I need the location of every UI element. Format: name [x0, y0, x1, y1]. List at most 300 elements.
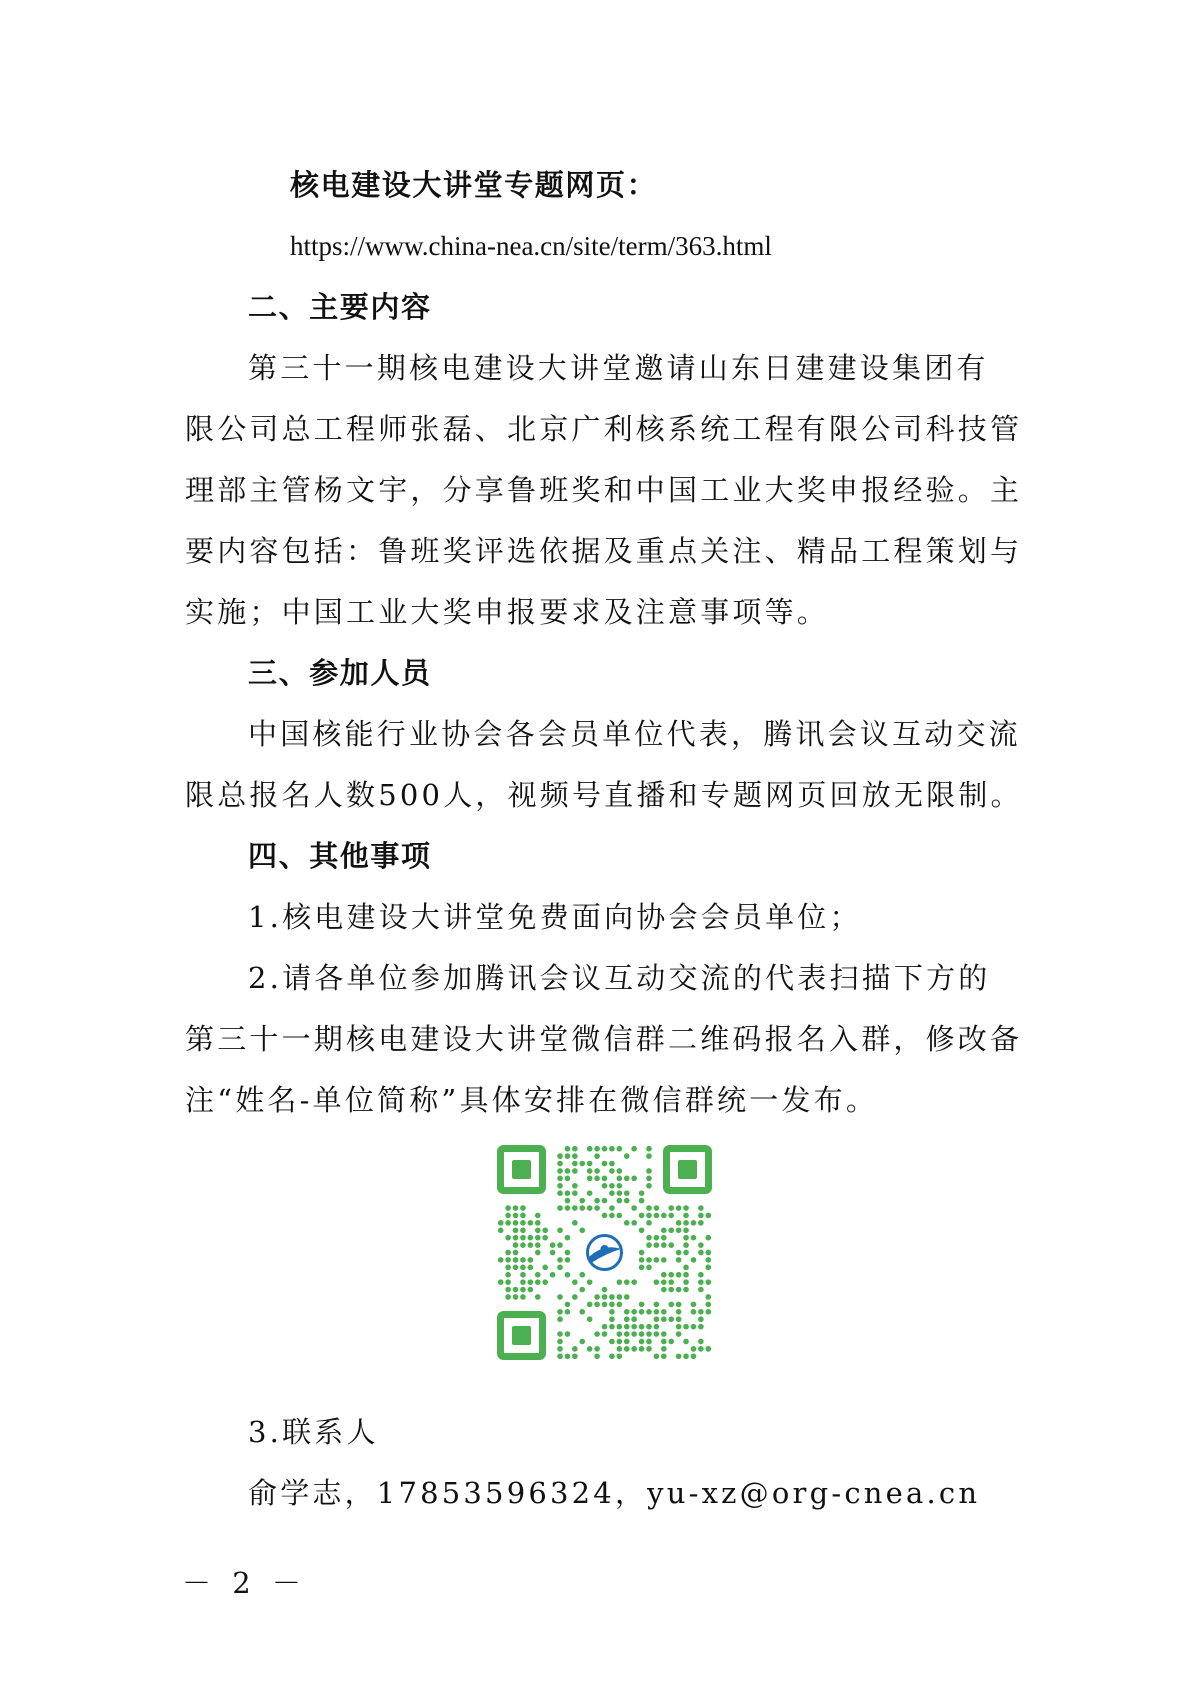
qr-module: [609, 1161, 615, 1167]
qr-module: [565, 1198, 571, 1204]
qr-module: [683, 1213, 689, 1219]
topic-page-url[interactable]: https://www.china-nea.cn/site/term/363.html: [290, 231, 772, 261]
qr-module: [609, 1205, 615, 1211]
qr-module: [609, 1339, 615, 1345]
qr-module: [609, 1213, 615, 1219]
qr-module: [705, 1294, 711, 1300]
qr-module: [594, 1146, 600, 1152]
qr-module: [565, 1302, 571, 1308]
qr-module: [572, 1161, 578, 1167]
qr-module: [520, 1205, 526, 1211]
qr-module: [513, 1257, 519, 1263]
qr-module: [557, 1346, 563, 1352]
qr-module: [631, 1220, 637, 1226]
qr-module: [691, 1257, 697, 1263]
qr-module: [661, 1279, 667, 1285]
qr-module: [661, 1227, 667, 1233]
qr-module: [520, 1279, 526, 1285]
qr-module: [587, 1279, 593, 1285]
qr-module: [624, 1346, 630, 1352]
page-number: － 2 －: [182, 1566, 307, 1600]
qr-module: [676, 1272, 682, 1278]
qr-module: [624, 1279, 630, 1285]
qr-module: [698, 1213, 704, 1219]
qr-module: [691, 1324, 697, 1330]
qr-module: [505, 1272, 511, 1278]
qr-module: [661, 1309, 667, 1315]
qr-module: [639, 1324, 645, 1330]
qr-module: [624, 1190, 630, 1196]
qr-module: [639, 1346, 645, 1352]
qr-module: [520, 1294, 526, 1300]
qr-module: [609, 1190, 615, 1196]
qr-module: [535, 1227, 541, 1233]
qr-module: [668, 1213, 674, 1219]
qr-module: [528, 1242, 534, 1248]
qr-module: [698, 1346, 704, 1352]
qr-module: [654, 1316, 660, 1322]
qr-module: [602, 1302, 608, 1308]
qr-module: [587, 1176, 593, 1182]
qr-module: [513, 1205, 519, 1211]
qr-module: [542, 1227, 548, 1233]
qr-module: [565, 1205, 571, 1211]
qr-module: [683, 1287, 689, 1293]
qr-module: [668, 1227, 674, 1233]
section4-item-2-line-3: 注“姓名-单位简称”具体安排在微信群统一发布。: [185, 1083, 879, 1117]
qr-module: [520, 1287, 526, 1293]
qr-module: [609, 1316, 615, 1322]
qr-module: [602, 1287, 608, 1293]
qr-module: [698, 1324, 704, 1330]
section2-line-5: 实施；中国工业大奖申报要求及注意事项等。: [185, 595, 830, 629]
qr-module: [565, 1309, 571, 1315]
qr-module: [565, 1272, 571, 1278]
qr-module: [617, 1198, 623, 1204]
qr-module: [639, 1309, 645, 1315]
qr-module: [602, 1146, 608, 1152]
qr-module: [609, 1309, 615, 1315]
qr-module: [624, 1316, 630, 1322]
qr-module: [594, 1168, 600, 1174]
qr-module: [646, 1183, 652, 1189]
qr-module: [505, 1265, 511, 1271]
qr-module: [587, 1205, 593, 1211]
qr-module: [691, 1346, 697, 1352]
qr-module: [513, 1265, 519, 1271]
qr-module: [668, 1339, 674, 1345]
qr-module: [535, 1242, 541, 1248]
qr-module: [691, 1353, 697, 1359]
section2-heading: 二、主要内容: [248, 290, 432, 324]
qr-module: [505, 1294, 511, 1300]
qr-module: [594, 1331, 600, 1337]
qr-module: [705, 1346, 711, 1352]
qr-module: [594, 1198, 600, 1204]
qr-module: [557, 1227, 563, 1233]
qr-module: [639, 1331, 645, 1337]
qr-module: [565, 1176, 571, 1182]
qr-module: [617, 1190, 623, 1196]
qr-module: [705, 1235, 711, 1241]
section3-heading: 三、参加人员: [248, 656, 432, 690]
qr-module: [557, 1168, 563, 1174]
qr-module: [639, 1265, 645, 1271]
qr-module: [572, 1205, 578, 1211]
qr-module: [691, 1235, 697, 1241]
qr-module: [557, 1161, 563, 1167]
qr-module: [646, 1309, 652, 1315]
qr-module: [535, 1220, 541, 1226]
qr-module: [683, 1235, 689, 1241]
qr-module: [654, 1242, 660, 1248]
qr-module: [609, 1146, 615, 1152]
qr-module: [676, 1324, 682, 1330]
qr-module: [602, 1331, 608, 1337]
qr-module: [617, 1294, 623, 1300]
qr-module: [654, 1279, 660, 1285]
qr-module: [602, 1176, 608, 1182]
qr-module: [698, 1287, 704, 1293]
qr-module: [705, 1309, 711, 1315]
qr-module: [513, 1235, 519, 1241]
qr-module: [661, 1272, 667, 1278]
section4-item-1: 1.核电建设大讲堂免费面向协会会员单位；: [248, 900, 862, 934]
qr-module: [639, 1213, 645, 1219]
qr-module: [609, 1302, 615, 1308]
wechat-group-qr-code-icon: [497, 1145, 712, 1360]
qr-module: [579, 1205, 585, 1211]
qr-module: [617, 1331, 623, 1337]
qr-module: [572, 1183, 578, 1189]
qr-module: [639, 1257, 645, 1263]
qr-module: [594, 1176, 600, 1182]
section2-line-3: 理部主管杨文宇，分享鲁班奖和中国工业大奖申报经验。主: [185, 473, 1023, 507]
qr-module: [513, 1220, 519, 1226]
qr-module: [624, 1339, 630, 1345]
qr-module: [579, 1339, 585, 1345]
qr-module: [587, 1302, 593, 1308]
section4-heading: 四、其他事项: [248, 839, 432, 873]
qr-module: [683, 1339, 689, 1345]
qr-module: [683, 1265, 689, 1271]
qr-module: [646, 1324, 652, 1330]
qr-module: [528, 1279, 534, 1285]
qr-module: [579, 1198, 585, 1204]
qr-module: [654, 1213, 660, 1219]
qr-module: [646, 1168, 652, 1174]
section2-line-4: 要内容包括：鲁班奖评选依据及重点关注、精品工程策划与: [185, 534, 1023, 568]
qr-module: [624, 1198, 630, 1204]
qr-module: [609, 1168, 615, 1174]
qr-module: [624, 1220, 630, 1226]
qr-module: [676, 1309, 682, 1315]
qr-module: [505, 1235, 511, 1241]
qr-module: [631, 1331, 637, 1337]
qr-module: [705, 1279, 711, 1285]
qr-module: [683, 1220, 689, 1226]
qr-module: [594, 1205, 600, 1211]
qr-module: [654, 1324, 660, 1330]
qr-module: [520, 1220, 526, 1226]
qr-module: [602, 1294, 608, 1300]
qr-module: [668, 1205, 674, 1211]
qr-module: [565, 1353, 571, 1359]
qr-module: [624, 1309, 630, 1315]
qr-module: [698, 1309, 704, 1315]
qr-module: [594, 1153, 600, 1159]
qr-module: [535, 1294, 541, 1300]
qr-module: [542, 1265, 548, 1271]
section2-line-2: 限公司总工程师张磊、北京广利核系统工程有限公司科技管: [185, 412, 1023, 446]
qr-module: [631, 1316, 637, 1322]
section2-line-1: 第三十一期核电建设大讲堂邀请山东日建建设集团有: [248, 351, 989, 385]
qr-module: [639, 1227, 645, 1233]
qr-module: [676, 1220, 682, 1226]
qr-module: [676, 1257, 682, 1263]
section4-item-2-line-2: 第三十一期核电建设大讲堂微信群二维码报名入群，修改备: [185, 1022, 1023, 1056]
qr-module: [557, 1339, 563, 1345]
qr-module: [602, 1161, 608, 1167]
qr-module: [528, 1257, 534, 1263]
qr-module: [513, 1250, 519, 1256]
qr-module: [557, 1176, 563, 1182]
qr-module: [646, 1146, 652, 1152]
qr-module: [698, 1205, 704, 1211]
qr-module: [668, 1272, 674, 1278]
qr-module: [505, 1213, 511, 1219]
qr-module: [698, 1339, 704, 1345]
qr-module: [646, 1220, 652, 1226]
qr-module: [698, 1220, 704, 1226]
qr-module: [609, 1324, 615, 1330]
qr-module: [705, 1257, 711, 1263]
qr-module: [646, 1205, 652, 1211]
qr-module: [535, 1272, 541, 1278]
qr-module: [557, 1190, 563, 1196]
qr-module: [646, 1242, 652, 1248]
qr-module: [498, 1227, 504, 1233]
qr-module: [602, 1213, 608, 1219]
qr-module: [557, 1205, 563, 1211]
qr-module: [572, 1220, 578, 1226]
qr-module: [550, 1272, 556, 1278]
qr-module: [587, 1190, 593, 1196]
qr-module: [646, 1265, 652, 1271]
qr-module: [661, 1257, 667, 1263]
qr-module: [587, 1346, 593, 1352]
qr-module: [631, 1324, 637, 1330]
qr-module: [557, 1294, 563, 1300]
qr-module: [639, 1302, 645, 1308]
qr-module: [639, 1198, 645, 1204]
qr-module: [565, 1153, 571, 1159]
qr-module: [565, 1146, 571, 1152]
qr-module: [579, 1272, 585, 1278]
qr-module: [661, 1353, 667, 1359]
qr-module: [654, 1257, 660, 1263]
qr-module: [646, 1339, 652, 1345]
qr-module: [624, 1324, 630, 1330]
qr-module: [617, 1176, 623, 1182]
qr-module: [676, 1331, 682, 1337]
qr-module: [631, 1205, 637, 1211]
section3-line-2: 限总报名人数500人，视频号直播和专题网页回放无限制。: [185, 778, 1023, 812]
qr-module: [602, 1183, 608, 1189]
qr-module: [683, 1250, 689, 1256]
qr-module: [572, 1190, 578, 1196]
qr-module: [654, 1205, 660, 1211]
qr-module: [646, 1346, 652, 1352]
qr-module: [691, 1302, 697, 1308]
qr-module: [654, 1235, 660, 1241]
qr-module: [557, 1316, 563, 1322]
qr-module: [513, 1287, 519, 1293]
qr-module: [617, 1183, 623, 1189]
qr-module: [557, 1242, 563, 1248]
qr-module: [698, 1242, 704, 1248]
qr-module: [654, 1302, 660, 1308]
qr-module: [557, 1183, 563, 1189]
qr-module: [587, 1161, 593, 1167]
qr-module: [617, 1302, 623, 1308]
qr-module: [498, 1257, 504, 1263]
qr-module: [557, 1257, 563, 1263]
qr-module: [505, 1287, 511, 1293]
qr-module: [565, 1331, 571, 1337]
qr-module: [520, 1265, 526, 1271]
qr-module: [683, 1353, 689, 1359]
qr-module: [624, 1153, 630, 1159]
qr-module: [654, 1353, 660, 1359]
qr-module: [579, 1161, 585, 1167]
qr-module: [676, 1205, 682, 1211]
qr-module: [535, 1213, 541, 1219]
qr-module: [661, 1235, 667, 1241]
qr-module: [535, 1235, 541, 1241]
qr-module: [572, 1279, 578, 1285]
qr-module: [505, 1257, 511, 1263]
qr-module: [505, 1279, 511, 1285]
qr-module: [572, 1346, 578, 1352]
qr-module: [698, 1279, 704, 1285]
qr-module: [631, 1146, 637, 1152]
qr-module: [654, 1331, 660, 1337]
qr-module: [661, 1331, 667, 1337]
qr-module: [661, 1339, 667, 1345]
qr-module: [624, 1176, 630, 1182]
qr-module: [646, 1213, 652, 1219]
qr-module: [646, 1176, 652, 1182]
qr-module: [661, 1213, 667, 1219]
qr-module: [705, 1302, 711, 1308]
qr-module: [661, 1346, 667, 1352]
qr-module: [520, 1213, 526, 1219]
qr-module: [609, 1294, 615, 1300]
qr-module: [617, 1279, 623, 1285]
qr-module: [520, 1242, 526, 1248]
qr-module: [661, 1242, 667, 1248]
contact-info: 俞学志，17853596324，yu-xz@org-cnea.cn: [248, 1476, 981, 1510]
qr-module: [572, 1146, 578, 1152]
qr-module: [579, 1287, 585, 1293]
qr-module: [528, 1235, 534, 1241]
qr-module: [535, 1279, 541, 1285]
qr-module: [639, 1190, 645, 1196]
qr-module: [498, 1279, 504, 1285]
qr-module: [587, 1168, 593, 1174]
qr-module: [676, 1353, 682, 1359]
qr-module: [520, 1257, 526, 1263]
qr-module: [542, 1279, 548, 1285]
section3-line-1: 中国核能行业协会各会员单位代表，腾讯会议互动交流: [248, 717, 1021, 751]
qr-module: [617, 1168, 623, 1174]
qr-module: [609, 1183, 615, 1189]
qr-module: [513, 1294, 519, 1300]
qr-module: [528, 1265, 534, 1271]
qr-module: [639, 1339, 645, 1345]
qr-module: [631, 1346, 637, 1352]
qr-module: [550, 1242, 556, 1248]
qr-module: [565, 1250, 571, 1256]
qr-module: [520, 1272, 526, 1278]
qr-module: [676, 1287, 682, 1293]
qr-module: [542, 1235, 548, 1241]
qr-module: [676, 1316, 682, 1322]
qr-module: [676, 1250, 682, 1256]
qr-module: [565, 1235, 571, 1241]
qr-module: [631, 1309, 637, 1315]
qr-module: [668, 1287, 674, 1293]
qr-module: [631, 1176, 637, 1182]
qr-module: [705, 1265, 711, 1271]
qr-module: [513, 1213, 519, 1219]
qr-module: [557, 1309, 563, 1315]
qr-module: [594, 1353, 600, 1359]
qr-module: [683, 1324, 689, 1330]
qr-module: [602, 1324, 608, 1330]
qr-module: [624, 1294, 630, 1300]
qr-module: [557, 1265, 563, 1271]
qr-module: [698, 1250, 704, 1256]
qr-module: [654, 1309, 660, 1315]
qr-module: [639, 1250, 645, 1256]
qr-module: [698, 1272, 704, 1278]
qr-module: [683, 1242, 689, 1248]
qr-module: [520, 1227, 526, 1233]
qr-module: [617, 1339, 623, 1345]
qr-module: [602, 1198, 608, 1204]
qr-module: [646, 1153, 652, 1159]
qr-module: [579, 1227, 585, 1233]
qr-module: [668, 1316, 674, 1322]
qr-module: [617, 1146, 623, 1152]
qr-module: [617, 1346, 623, 1352]
qr-module: [617, 1213, 623, 1219]
qr-module: [683, 1227, 689, 1233]
qr-module: [594, 1302, 600, 1308]
qr-module: [668, 1279, 674, 1285]
qr-module: [676, 1302, 682, 1308]
qr-module: [683, 1272, 689, 1278]
qr-module: [572, 1294, 578, 1300]
qr-module: [661, 1287, 667, 1293]
qr-module: [691, 1220, 697, 1226]
qr-module: [565, 1190, 571, 1196]
qr-module: [624, 1331, 630, 1337]
qr-module: [683, 1279, 689, 1285]
qr-module: [557, 1353, 563, 1359]
